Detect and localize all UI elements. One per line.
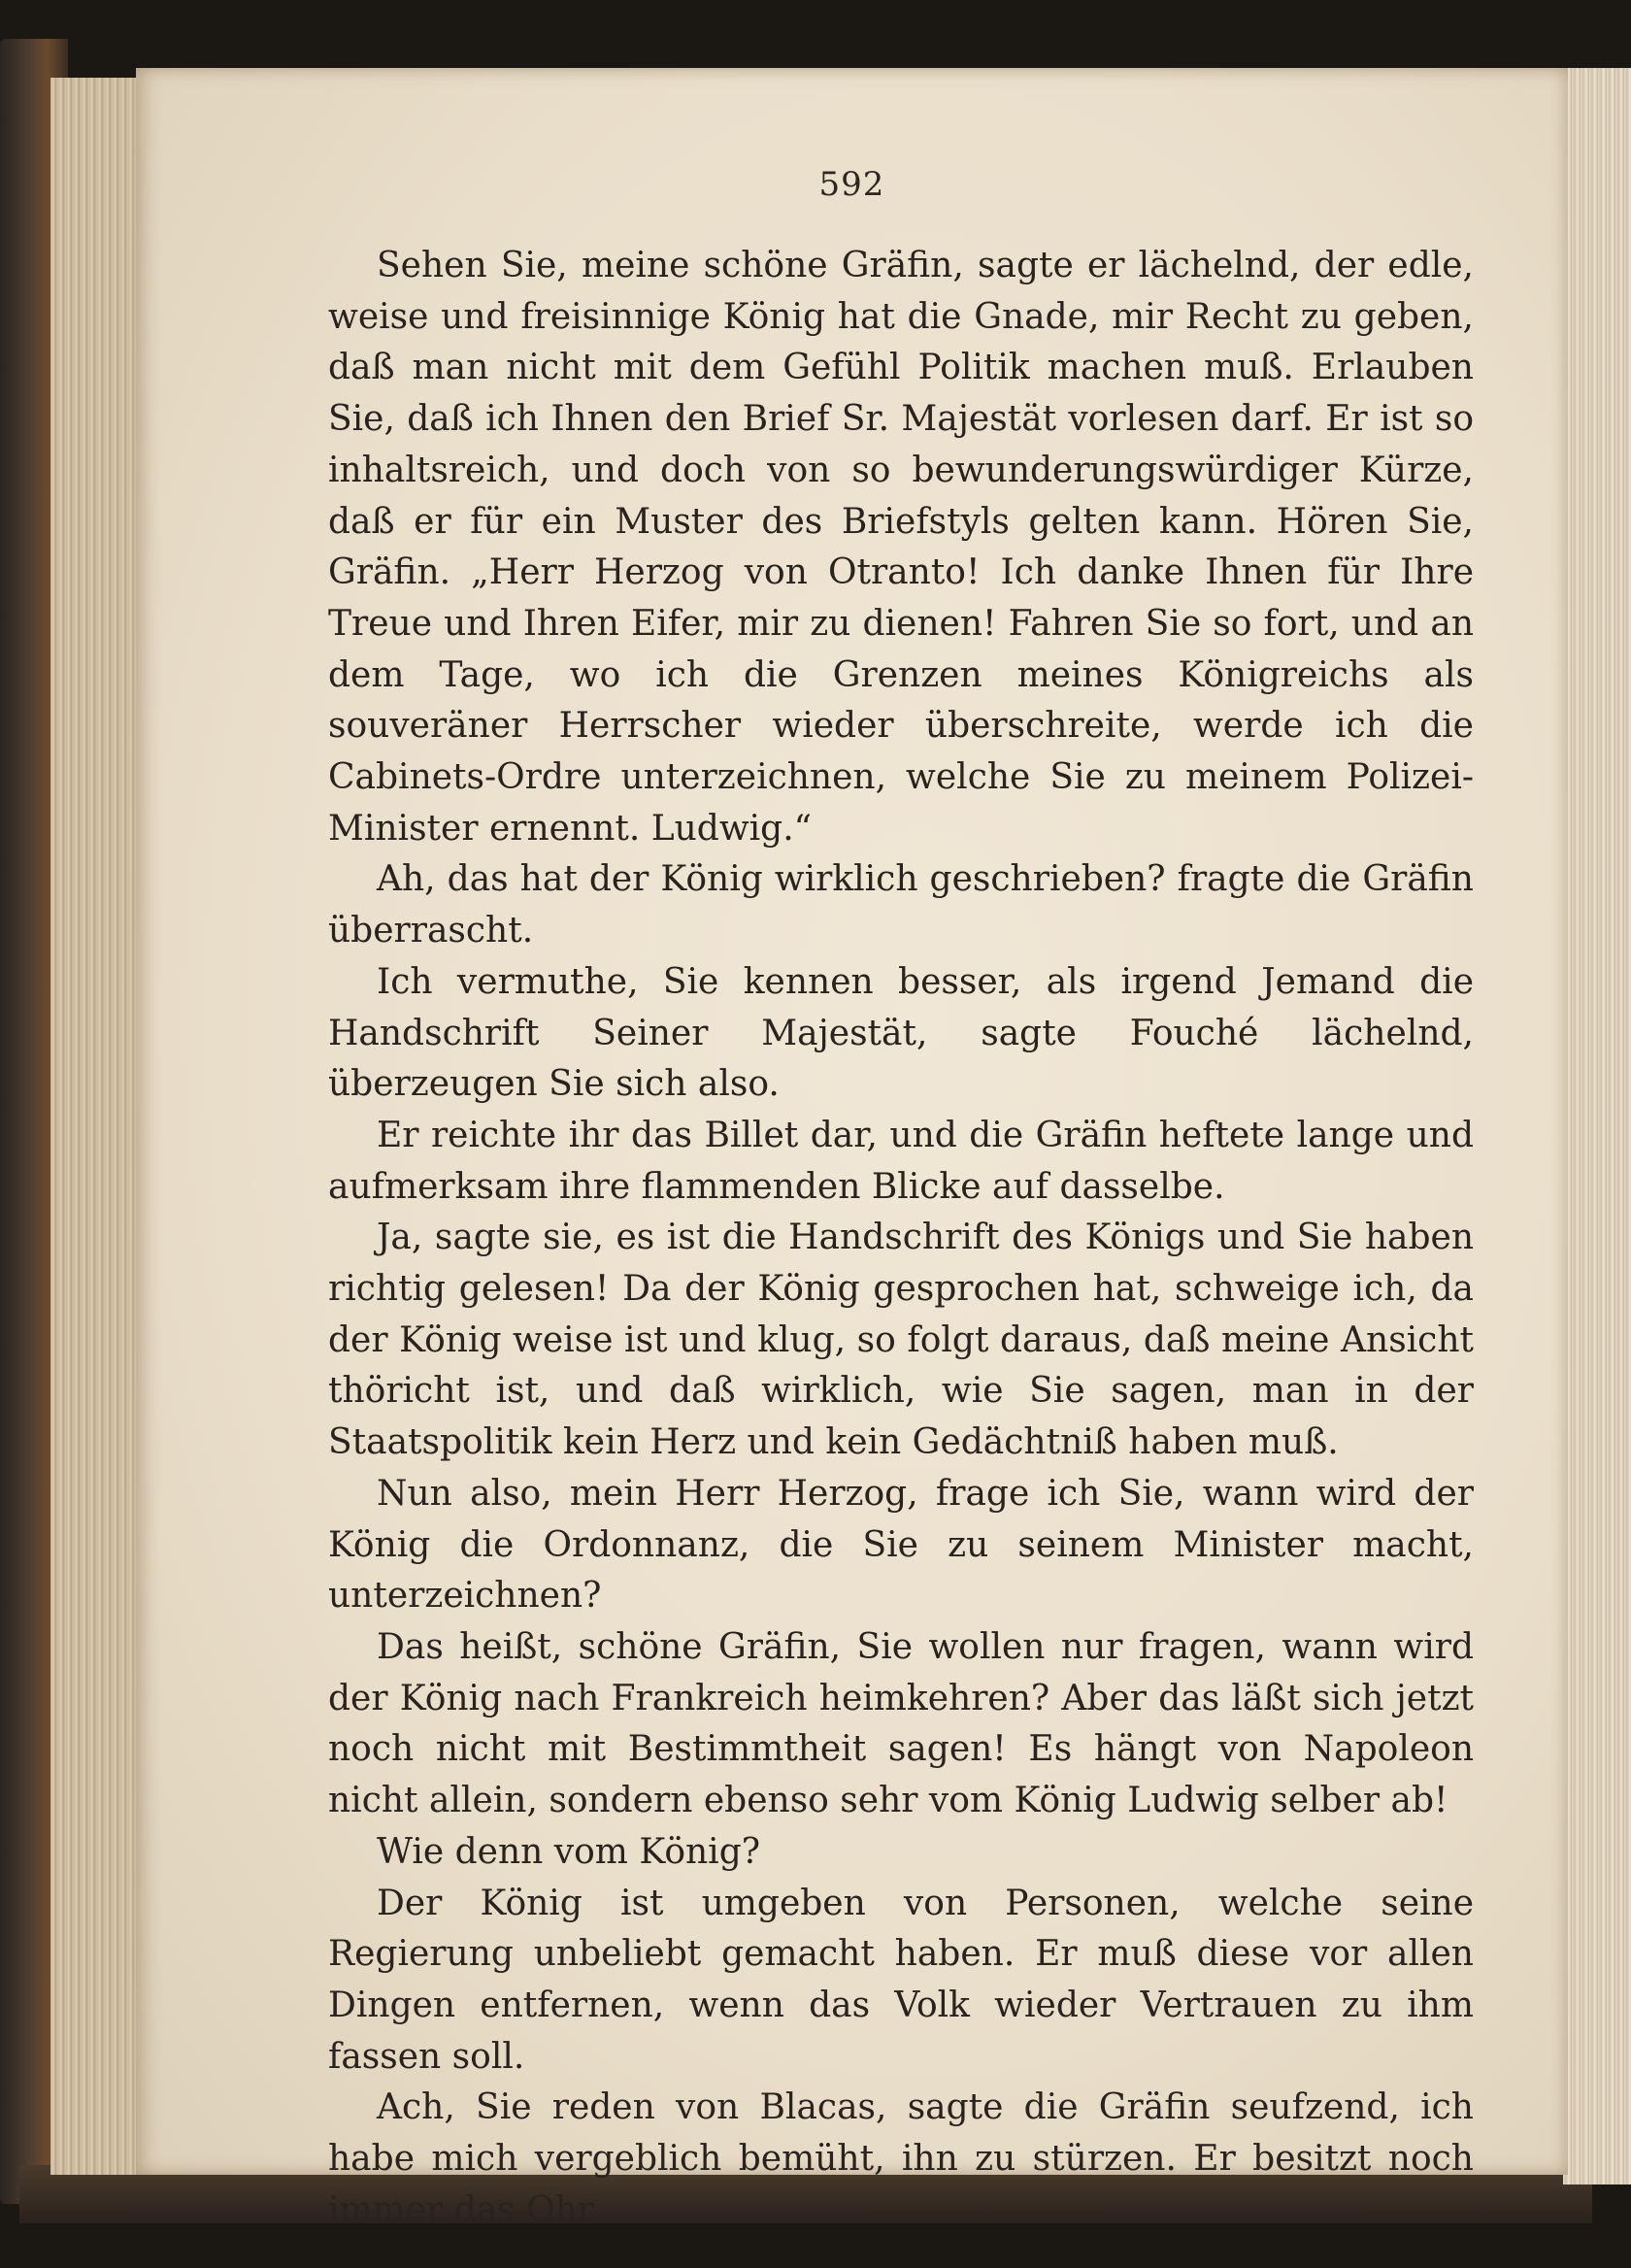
paragraph: Nun also, mein Herr Herzog, frage ich Sie, wann wird der König die Ordonnanz, die Sie zu seinem Minister macht, unterzeichnen? <box>328 1473 1474 1617</box>
paragraph: Ah, das hat der König wirklich geschrieben? fragte die Gräfin überrascht. <box>328 859 1474 951</box>
paragraph: Ich vermuthe, Sie kennen besser, als irgend Jemand die Handschrift Seiner Majestät, sagte Fouché lächelnd, überzeugen Sie sich also. <box>328 961 1474 1105</box>
paragraph: Der König ist umgeben von Personen, welche seine Regierung unbeliebt gemacht haben. Er muß diese vor allen Dingen entfernen, wenn das Volk wieder Vertrauen zu ihm fassen soll. <box>328 1883 1474 2077</box>
page-text <box>328 241 1474 2236</box>
book-page <box>136 68 1568 2230</box>
page-stack-right <box>1563 68 1631 2185</box>
paragraph: Sehen Sie, meine schöne Gräfin, sagte er lächelnd, der edle, weise und freisinnige König hat die Gnade, mir Recht zu geben, daß man nicht mit dem Gefühl Politik machen muß. Erlauben Sie, daß ich Ihnen den Brief Sr. Majestät vorlesen darf. Er ist so inhaltsreich, und doch von so bewunderungswürdiger Kürze, daß er für ein Muster des Briefstyls gelten kann. Hören Sie, Gräfin. „Herr Herzog von Otranto! Ich danke Ihnen für Ihre Treue und Ihren Eifer, mir zu dienen! Fahren Sie so fort, und an dem Tage, wo ich die Grenzen meines Königreichs als souveräner Herrscher wieder überschreite, werde ich die Cabinets-Ordre unterzeichnen, welche Sie zu meinem Polizei-Minister ernennt. Ludwig.“ <box>328 246 1474 849</box>
paragraph: Er reichte ihr das Billet dar, und die Gräfin heftete lange und aufmerksam ihre flammenden Blicke auf dasselbe. <box>328 1115 1474 1207</box>
paragraph: Ja, sagte sie, es ist die Handschrift des Königs und Sie haben richtig gelesen! Da der König gesprochen hat, schweige ich, da der König weise ist und klug, so folgt daraus, daß meine Ansicht thöricht ist, und daß wirklich, wie Sie sagen, man in der Staatspolitik kein Herz und kein Gedächtniß haben muß. <box>328 1217 1474 1463</box>
paragraph: Wie denn vom König? <box>377 1831 761 1872</box>
page-stack-left <box>50 78 140 2175</box>
paragraph: Das heißt, schöne Gräfin, Sie wollen nur fragen, wann wird der König nach Frankreich heimkehren? Aber das läßt sich jetzt noch nicht mit Bestimmtheit sagen! Es hängt von Napoleon nicht allein, sondern ebenso sehr vom König Ludwig selber ab! <box>328 1626 1474 1821</box>
page-number: 592 <box>818 165 885 204</box>
paragraph: Ach, Sie reden von Blacas, sagte die Gräfin seufzend, ich habe mich vergeblich bemüht, ihn zu stürzen. Er besitzt noch immer das Ohr <box>328 2087 1474 2230</box>
